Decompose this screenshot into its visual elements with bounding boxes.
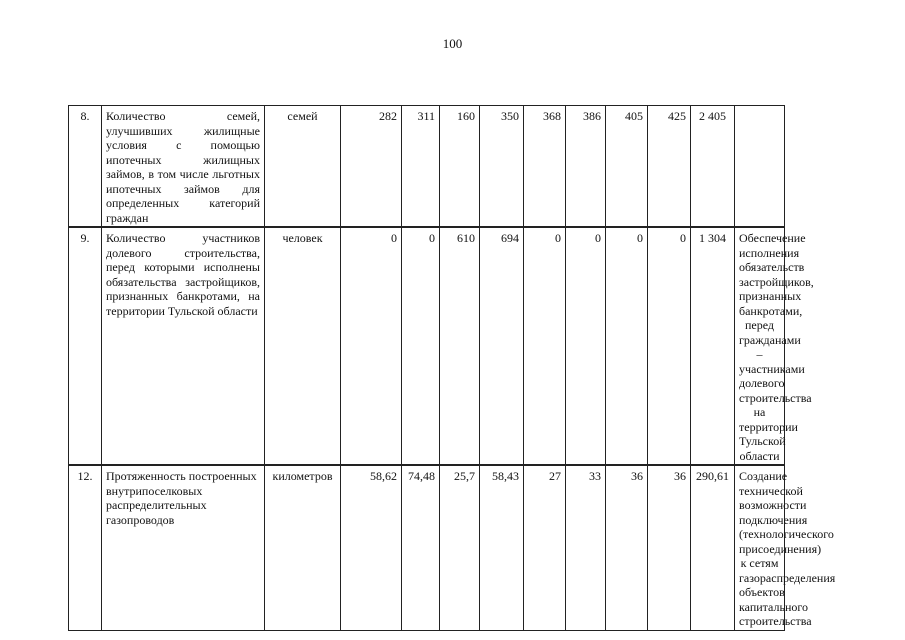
value-cell: 36	[606, 465, 648, 631]
note-cell: Создание технической возможности подключения (технологического присоединения) к сетям газораспределения объектов капитального строительства	[735, 465, 785, 631]
value-cell: 311	[402, 106, 440, 228]
row-number: 8.	[69, 106, 102, 228]
value-cell: 33	[566, 465, 606, 631]
indicator-name: Количество участников долевого строительства, перед которыми исполнены обязательства застройщиков, признанных банкротами, на территории Тульской области	[102, 227, 265, 465]
indicator-name: Протяженность построенных внутрипоселковых распределительных газопроводов	[102, 465, 265, 631]
indicator-name: Количество семей, улучшивших жилищные условия с помощью ипотечных жилищных займов, в том числе льготных ипотечных займов для определенных категорий граждан	[102, 106, 265, 228]
note-cell	[735, 106, 785, 228]
value-cell: 282	[341, 106, 402, 228]
value-cell: 27	[524, 465, 566, 631]
page-number: 100	[442, 36, 463, 51]
value-cell: 0	[648, 227, 691, 465]
value-cell: 0	[524, 227, 566, 465]
row-number: 9.	[69, 227, 102, 465]
indicators-table	[68, 105, 905, 631]
table-row	[69, 106, 905, 228]
total-cell: 2 405	[691, 106, 735, 228]
value-cell: 36	[648, 465, 691, 631]
value-cell: 0	[341, 227, 402, 465]
value-cell: 74,48	[402, 465, 440, 631]
value-cell: 368	[524, 106, 566, 228]
note-cell: Обеспечение исполнения обязательств застройщиков, признанных банкротами, перед гражданами – участниками долевого строительства на территории Тульской области	[735, 227, 785, 465]
value-cell: 0	[402, 227, 440, 465]
total-cell: 290,61	[691, 465, 735, 631]
value-cell: 25,7	[440, 465, 480, 631]
value-cell: 58,62	[341, 465, 402, 631]
value-cell: 425	[648, 106, 691, 228]
table-row	[69, 465, 905, 631]
value-cell: 350	[480, 106, 524, 228]
unit-cell: семей	[265, 106, 341, 228]
value-cell: 0	[606, 227, 648, 465]
value-cell: 610	[440, 227, 480, 465]
unit-cell: километров	[265, 465, 341, 631]
value-cell: 160	[440, 106, 480, 228]
total-cell: 1 304	[691, 227, 735, 465]
value-cell: 694	[480, 227, 524, 465]
value-cell: 405	[606, 106, 648, 228]
row-number: 12.	[69, 465, 102, 631]
unit-cell: человек	[265, 227, 341, 465]
table-row	[69, 227, 905, 465]
value-cell: 0	[566, 227, 606, 465]
value-cell: 386	[566, 106, 606, 228]
value-cell: 58,43	[480, 465, 524, 631]
